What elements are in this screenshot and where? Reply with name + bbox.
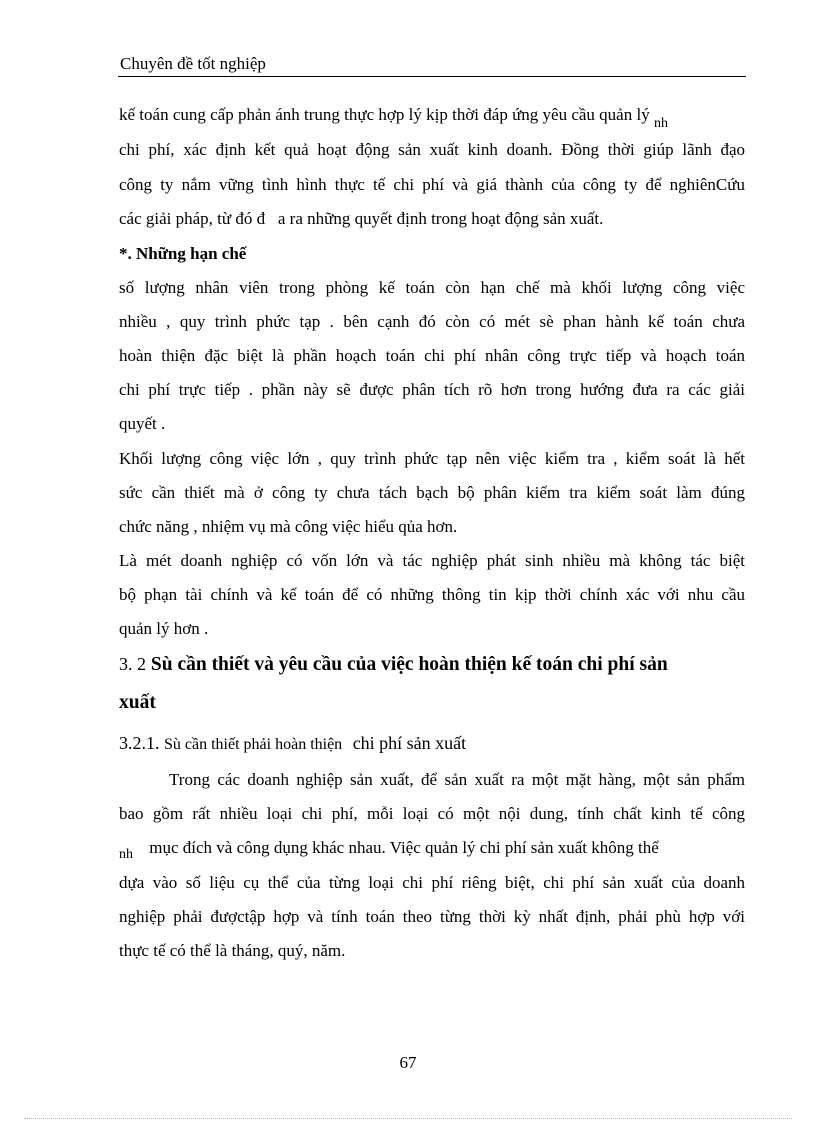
para4-line-2: bộ phạn tài chính và kế toán để có những thông tin kịp thời chính xác với nhu cầu [119,585,745,604]
para1-line-1-text: kế toán cung cấp phản ánh trung thực hợp lý kịp thời đáp ứng yêu cầu quản lý [119,105,650,124]
para1-line-2: chi phí, xác định kết quả hoạt động sản xuất kinh doanh. Đồng thời giúp lãnh đạo [119,140,745,159]
para5-line-6: thực tế có thể là tháng, quý, năm. [119,941,346,960]
section-heading [119,651,745,678]
para2-line-1: số lượng nhân viên trong phòng kế toán còn hạn chế mà khối lượng công việc [119,278,745,297]
para2-line-5: quyết . [119,414,166,433]
para3-line-2: sức cần thiết mà ở công ty chưa tách bạch bộ phân kiểm tra kiểm soát làm đúng [119,483,745,502]
subsection-number: 3.2.1. [119,733,160,753]
para1-line-3: công ty nắm vững tình hình thực tế chi phí và giá thành của công ty để nghiênCứu [119,175,745,194]
page-number: 67 [399,1053,417,1072]
para2-line-3: hoàn thiện đặc biệt là phần hoạch toán chi phí nhân công trực tiếp và hoạch toán [119,346,745,365]
para5-line-4: dựa vào số liệu cụ thể của từng loại chi phí riêng biệt, chi phí sản xuất của doanh [119,873,745,892]
para5-line-5: nghiệp phải đượctập hợp và tính toán theo từng thời kỳ nhất định, phải phù hợp với [119,907,745,926]
para2-line-4: chi phí trực tiếp . phần này sẽ được phân tích rõ hơn trong hướng đưa ra các giải [119,380,745,399]
document-title: Chuyên đề tốt nghiệp [120,54,266,73]
limits-heading: *. Những hạn chế [119,244,247,263]
para1-line-1 [119,104,745,135]
para4-line-3: quản lý hơn . [119,619,209,638]
para1-line-4: các giải pháp, từ đó đ a ra những quyết định trong hoạt động sản xuất. [119,209,604,228]
para5-line-3-sub: nh [119,847,133,862]
para5-line-2: bao gồm rất nhiều loại chi phí, mỗi loại có một nội dung, tính chất kinh tế công [119,804,745,823]
subsection-heading [119,731,466,757]
para3-line-3: chức năng , nhiệm vụ mà công việc hiểu qủa hơn. [119,517,458,536]
para3-line-1: Khối lượng công việc lớn , quy trình phức tạp nên việc kiểm tra , kiểm soát là hết [119,449,745,468]
section-number: 3. 2 [119,654,146,674]
para5-line-3-text: mục đích và công dụng khác nhau. Việc quản lý chi phí sản xuất không thể [149,838,659,857]
page-header [118,52,746,77]
section-title-line-2: xuất [119,692,156,713]
subsection-title-b: chi phí sản xuất [352,733,467,753]
para1-line-1-sub: nh [653,116,668,131]
subsection-title-a: Sù cần thiết phải hoàn thiện [164,736,343,753]
para2-line-2: nhiều , quy trình phức tạp . bên cạnh đó còn có mét sè phan hành kế toán chưa [119,312,745,331]
para4-line-1: Là mét doanh nghiệp có vốn lớn và tác nghiệp phát sinh nhiều mà không tác biệt [119,551,745,570]
para5-line-3 [119,837,745,866]
para5-line-1: Trong các doanh nghiệp sản xuất, để sản xuất ra một mặt hàng, một sản phẩm [169,770,745,789]
page-bottom-divider [24,1118,792,1119]
section-title-line-1: Sù cần thiết và yêu cầu của việc hoàn thiện kế toán chi phí sản [150,654,668,675]
